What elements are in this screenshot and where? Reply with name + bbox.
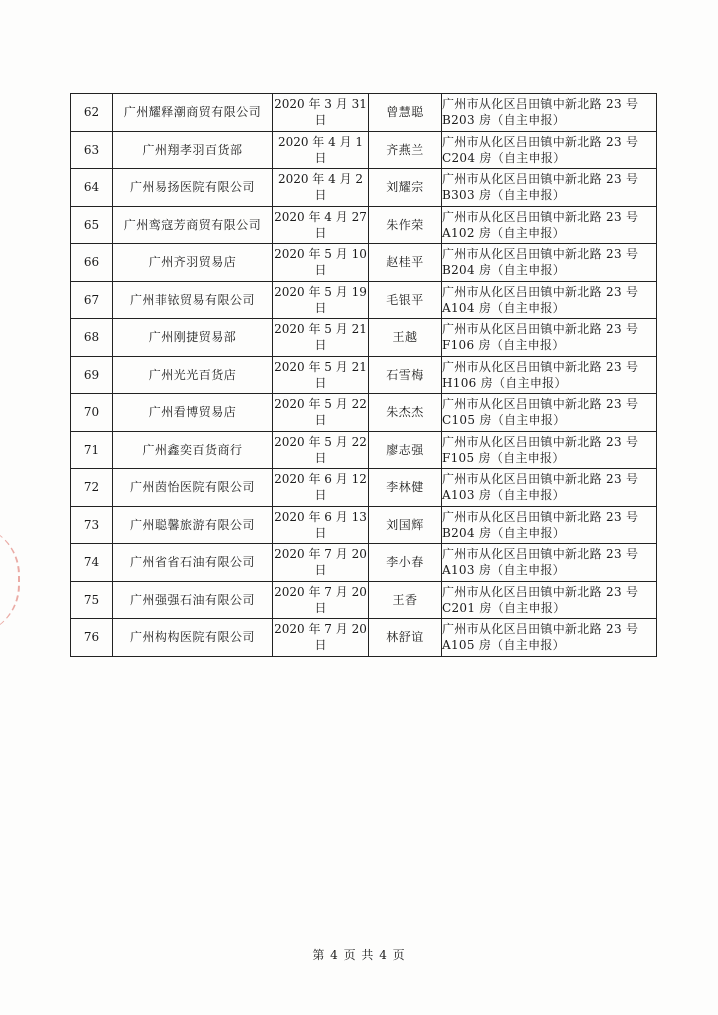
registration-date-cell: 2020 年 6 月 12 日: [273, 469, 369, 507]
address-line-street: 广州市从化区吕田镇中新北路 23 号: [442, 584, 639, 599]
legal-representative-cell: 朱杰杰: [369, 394, 442, 432]
table-row: [71, 431, 657, 469]
company-name-cell: 广州翔孝羽百货部: [113, 131, 273, 169]
address-cell: [442, 169, 657, 207]
row-number-cell: 75: [71, 581, 113, 619]
address-line-street: 广州市从化区吕田镇中新北路 23 号: [442, 284, 639, 299]
address-line-street: 广州市从化区吕田镇中新北路 23 号: [442, 472, 639, 487]
seal-stamp-edge: [0, 525, 20, 635]
table-row: [71, 281, 657, 319]
address-line-room: F106 房（自主申报）: [442, 338, 565, 353]
address-line-street: 广州市从化区吕田镇中新北路 23 号: [442, 172, 639, 187]
table-row: [71, 619, 657, 657]
address-line-room: B203 房（自主申报）: [442, 113, 566, 128]
address-line-street: 广州市从化区吕田镇中新北路 23 号: [442, 622, 639, 637]
address-cell: [442, 619, 657, 657]
company-name-cell: 广州鸾寇芳商贸有限公司: [113, 206, 273, 244]
address-line-street: 广州市从化区吕田镇中新北路 23 号: [442, 547, 639, 562]
legal-representative-cell: 王香: [369, 581, 442, 619]
row-number-cell: 76: [71, 619, 113, 657]
company-name-cell: 广州聪馨旅游有限公司: [113, 506, 273, 544]
address-line-room: C204 房（自主申报）: [442, 150, 566, 165]
registration-date-cell: 2020 年 7 月 20 日: [273, 581, 369, 619]
page-number: 第 4 页 共 4 页: [312, 948, 406, 962]
address-cell: [442, 94, 657, 132]
row-number-cell: 64: [71, 169, 113, 207]
legal-representative-cell: 李小春: [369, 544, 442, 582]
legal-representative-cell: 林舒谊: [369, 619, 442, 657]
row-number-cell: 68: [71, 319, 113, 357]
address-line-street: 广州市从化区吕田镇中新北路 23 号: [442, 322, 639, 337]
registration-date-cell: 2020 年 4 月 2 日: [273, 169, 369, 207]
registry-table: [70, 93, 657, 657]
registration-date-cell: 2020 年 5 月 19 日: [273, 281, 369, 319]
address-line-street: 广州市从化区吕田镇中新北路 23 号: [442, 209, 639, 224]
address-line-street: 广州市从化区吕田镇中新北路 23 号: [442, 359, 639, 374]
registration-date-cell: 2020 年 5 月 22 日: [273, 394, 369, 432]
legal-representative-cell: 齐燕兰: [369, 131, 442, 169]
address-line-room: H106 房（自主申报）: [442, 375, 567, 390]
legal-representative-cell: 刘国辉: [369, 506, 442, 544]
table-row: [71, 131, 657, 169]
address-cell: [442, 581, 657, 619]
table-row: [71, 506, 657, 544]
company-name-cell: 广州强强石油有限公司: [113, 581, 273, 619]
row-number-cell: 63: [71, 131, 113, 169]
address-line-street: 广州市从化区吕田镇中新北路 23 号: [442, 134, 639, 149]
legal-representative-cell: 廖志强: [369, 431, 442, 469]
address-line-street: 广州市从化区吕田镇中新北路 23 号: [442, 397, 639, 412]
company-name-cell: 广州构构医院有限公司: [113, 619, 273, 657]
row-number-cell: 62: [71, 94, 113, 132]
row-number-cell: 67: [71, 281, 113, 319]
registration-date-cell: 2020 年 6 月 13 日: [273, 506, 369, 544]
legal-representative-cell: 赵桂平: [369, 244, 442, 282]
address-cell: [442, 356, 657, 394]
company-name-cell: 广州易扬医院有限公司: [113, 169, 273, 207]
address-cell: [442, 394, 657, 432]
address-cell: [442, 431, 657, 469]
legal-representative-cell: 王越: [369, 319, 442, 357]
table-row: [71, 581, 657, 619]
address-cell: [442, 206, 657, 244]
address-line-room: A103 房（自主申报）: [442, 488, 565, 503]
legal-representative-cell: 朱作荣: [369, 206, 442, 244]
legal-representative-cell: 刘耀宗: [369, 169, 442, 207]
address-line-street: 广州市从化区吕田镇中新北路 23 号: [442, 509, 639, 524]
legal-representative-cell: 石雪梅: [369, 356, 442, 394]
address-cell: [442, 281, 657, 319]
registration-date-cell: 2020 年 3 月 31 日: [273, 94, 369, 132]
company-name-cell: 广州刚捷贸易部: [113, 319, 273, 357]
registration-date-cell: 2020 年 5 月 21 日: [273, 356, 369, 394]
address-cell: [442, 244, 657, 282]
address-line-street: 广州市从化区吕田镇中新北路 23 号: [442, 97, 639, 112]
address-line-room: B204 房（自主申报）: [442, 525, 566, 540]
row-number-cell: 69: [71, 356, 113, 394]
company-name-cell: 广州鑫奕百货商行: [113, 431, 273, 469]
address-cell: [442, 469, 657, 507]
row-number-cell: 66: [71, 244, 113, 282]
registration-date-cell: 2020 年 5 月 21 日: [273, 319, 369, 357]
table-row: [71, 319, 657, 357]
address-cell: [442, 544, 657, 582]
table-row: [71, 94, 657, 132]
legal-representative-cell: 毛银平: [369, 281, 442, 319]
registry-table-body: [71, 94, 657, 657]
table-row: [71, 469, 657, 507]
table-row: [71, 244, 657, 282]
table-row: [71, 206, 657, 244]
address-line-room: F105 房（自主申报）: [442, 450, 565, 465]
row-number-cell: 73: [71, 506, 113, 544]
registration-date-cell: 2020 年 5 月 22 日: [273, 431, 369, 469]
address-line-room: C201 房（自主申报）: [442, 600, 566, 615]
registration-date-cell: 2020 年 4 月 27 日: [273, 206, 369, 244]
company-name-cell: 广州耀释潮商贸有限公司: [113, 94, 273, 132]
address-line-room: C105 房（自主申报）: [442, 413, 566, 428]
address-line-room: B303 房（自主申报）: [442, 188, 566, 203]
address-line-room: A105 房（自主申报）: [442, 638, 565, 653]
registration-date-cell: 2020 年 4 月 1 日: [273, 131, 369, 169]
legal-representative-cell: 曾慧聪: [369, 94, 442, 132]
address-line-room: B204 房（自主申报）: [442, 263, 566, 278]
address-line-room: A103 房（自主申报）: [442, 563, 565, 578]
registration-date-cell: 2020 年 5 月 10 日: [273, 244, 369, 282]
table-row: [71, 169, 657, 207]
registration-date-cell: 2020 年 7 月 20 日: [273, 619, 369, 657]
address-line-room: A104 房（自主申报）: [442, 300, 565, 315]
row-number-cell: 65: [71, 206, 113, 244]
address-cell: [442, 131, 657, 169]
table-row: [71, 544, 657, 582]
table-row: [71, 356, 657, 394]
legal-representative-cell: 李林健: [369, 469, 442, 507]
row-number-cell: 74: [71, 544, 113, 582]
address-line-street: 广州市从化区吕田镇中新北路 23 号: [442, 434, 639, 449]
address-cell: [442, 319, 657, 357]
row-number-cell: 72: [71, 469, 113, 507]
address-line-street: 广州市从化区吕田镇中新北路 23 号: [442, 247, 639, 262]
row-number-cell: 71: [71, 431, 113, 469]
company-name-cell: 广州看博贸易店: [113, 394, 273, 432]
company-name-cell: 广州菲铱贸易有限公司: [113, 281, 273, 319]
table-row: [71, 394, 657, 432]
company-name-cell: 广州齐羽贸易店: [113, 244, 273, 282]
registration-date-cell: 2020 年 7 月 20 日: [273, 544, 369, 582]
company-name-cell: 广州省省石油有限公司: [113, 544, 273, 582]
row-number-cell: 70: [71, 394, 113, 432]
address-line-room: A102 房（自主申报）: [442, 225, 565, 240]
company-name-cell: 广州光光百货店: [113, 356, 273, 394]
company-name-cell: 广州茵怡医院有限公司: [113, 469, 273, 507]
address-cell: [442, 506, 657, 544]
